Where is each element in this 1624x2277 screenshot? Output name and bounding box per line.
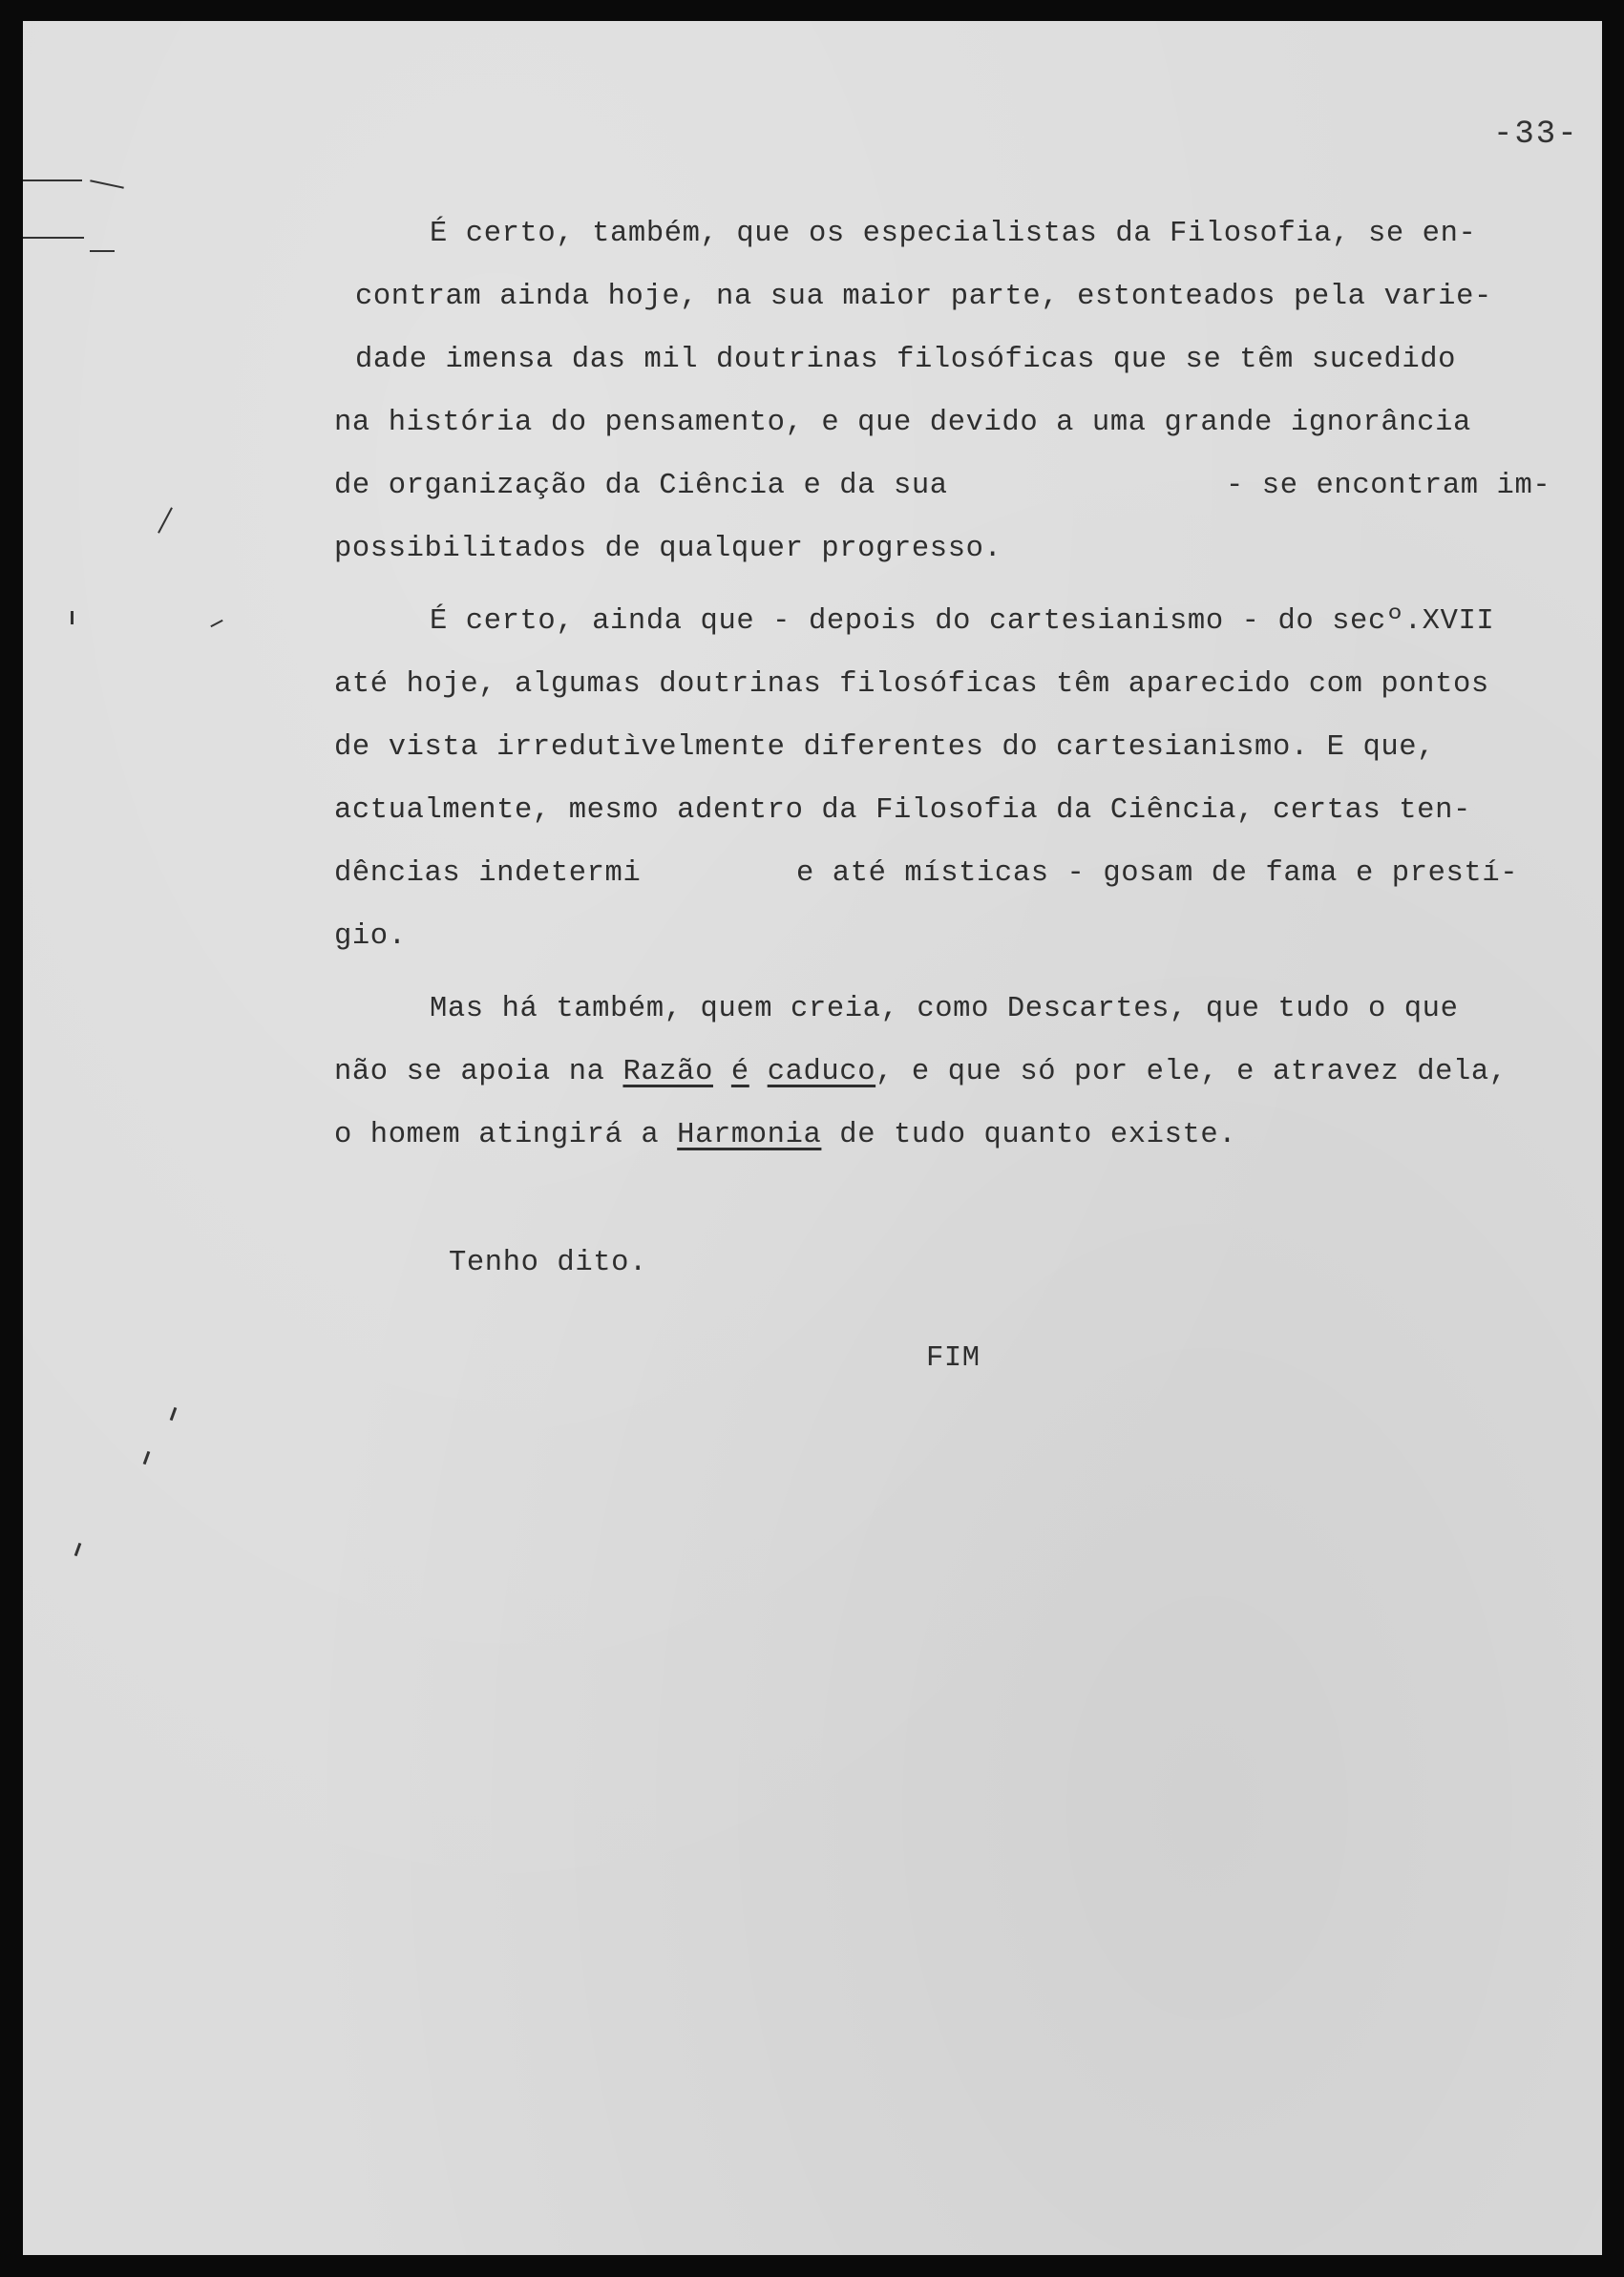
text-run: , e que só por ele, e atravez dela, xyxy=(875,1056,1508,1088)
closing-fim: FIM xyxy=(926,1342,981,1375)
paragraph-1-line: de organização da Ciência e da sua xyxy=(334,470,948,502)
paragraph-2-line: É certo, ainda que - depois do cartesianismo - do secº.XVII xyxy=(430,605,1495,638)
paragraph-1-line: na história do pensamento, e que devido a uma grande ignorância xyxy=(334,407,1471,439)
margin-mark xyxy=(90,250,115,252)
paragraph-2-line-end: e até místicas - gosam de fama e prestí- xyxy=(796,857,1519,890)
underlined-word-harmonia: Harmonia xyxy=(677,1119,822,1151)
text-run: de tudo quanto existe. xyxy=(821,1119,1237,1151)
paragraph-1-line: É certo, também, que os especialistas da Filosofia, se en- xyxy=(430,218,1477,250)
text-run: não se apoia na xyxy=(334,1056,623,1088)
margin-mark xyxy=(74,1543,82,1556)
paragraph-1-line: possibilitados de qualquer progresso. xyxy=(334,533,1002,565)
paragraph-3-line xyxy=(334,1121,1236,1150)
paragraph-3-line: Mas há também, quem creia, como Descartes, que tudo o que xyxy=(430,993,1459,1025)
paragraph-2-line: gio. xyxy=(334,920,407,953)
paragraph-2-line: de vista irredutìvelmente diferentes do cartesianismo. E que, xyxy=(334,731,1436,764)
text-run xyxy=(749,1056,768,1088)
document-page xyxy=(23,21,1602,2255)
paragraph-1-line-end: - se encontram im- xyxy=(1226,470,1551,502)
margin-mark xyxy=(71,611,74,624)
margin-mark xyxy=(90,179,124,188)
margin-mark xyxy=(23,179,82,181)
underlined-word-razao: Razão xyxy=(622,1056,713,1088)
paragraph-2-line: actualmente, mesmo adentro da Filosofia da Ciência, certas ten- xyxy=(334,794,1471,827)
margin-mark xyxy=(210,620,222,627)
underlined-word-caduco: caduco xyxy=(767,1056,876,1088)
paragraph-2-line: dências indetermi xyxy=(334,857,642,890)
text-run xyxy=(713,1056,731,1088)
page-number: -33- xyxy=(1493,116,1579,153)
text-run: o homem atingirá a xyxy=(334,1119,678,1151)
margin-mark xyxy=(170,1407,178,1421)
paragraph-1-line: dade imensa das mil doutrinas filosóficas que se têm sucedido xyxy=(355,344,1457,376)
margin-mark xyxy=(23,237,84,239)
closing-tenho-dito: Tenho dito. xyxy=(449,1247,647,1279)
paragraph-2-line: até hoje, algumas doutrinas filosóficas têm aparecido com pontos xyxy=(334,668,1489,701)
paragraph-3-line xyxy=(334,1058,1508,1087)
underlined-word-e: é xyxy=(730,1056,749,1088)
margin-mark xyxy=(158,507,173,533)
paragraph-1-line: contram ainda hoje, na sua maior parte, estonteados pela varie- xyxy=(355,281,1492,313)
margin-mark xyxy=(143,1451,151,1465)
